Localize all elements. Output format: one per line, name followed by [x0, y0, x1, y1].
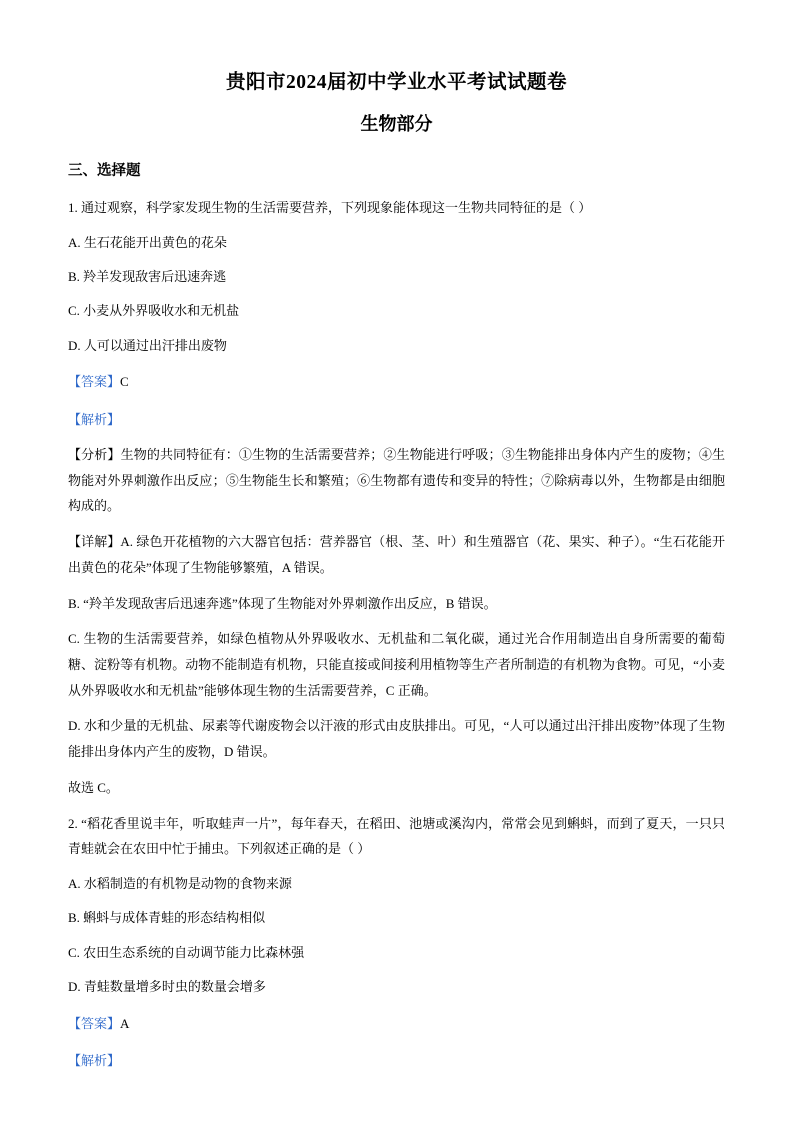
- question-1-stem: 1. 通过观察，科学家发现生物的生活需要营养，下列现象能体现这一生物共同特征的是（ ）: [68, 200, 592, 216]
- question-1-option-a: A. 生石花能开出黄色的花朵: [68, 234, 227, 250]
- answer-value: C: [120, 374, 129, 390]
- answer-value: A: [120, 1015, 130, 1031]
- analysis-label-text: 【解析】: [68, 1052, 121, 1068]
- question-1-analysis-label: [68, 407, 725, 432]
- analysis-label-text: 【解析】: [68, 411, 121, 427]
- question-1-answer: [68, 369, 725, 394]
- question-1-option-c: C. 小麦从外界吸收水和无机盐: [68, 303, 240, 319]
- question-1-detail-paragraph-c: C. 生物的生活需要营养，如绿色植物从外界吸收水、无机盐和二氧化碳，通过光合作用制造出自身所需要的葡萄糖、淀粉等有机物。动物不能制造有机物，只能直接或间接利用植物等生产者所制造的有机物为食物。可见，“小麦从外界吸收水和无机盐”能够体现生物的生活需要营养，C 正确。: [68, 631, 725, 698]
- question-1-detail-paragraph-b: B. “羚羊发现敌害后迅速奔逃”体现了生物能对外界刺激作出反应，B 错误。: [68, 595, 497, 611]
- answer-label: 【答案】: [68, 374, 121, 390]
- question-1-conclusion: 故选 C。: [68, 779, 119, 795]
- section-heading: 三、选择题: [68, 163, 141, 180]
- question-2-option-b: B. 蝌蚪与成体青蛙的形态结构相似: [68, 910, 266, 926]
- question-2-answer: [68, 1011, 725, 1036]
- question-2-option-c: C. 农田生态系统的自动调节能力比森林强: [68, 944, 305, 960]
- question-2-stem: 2. “稻花香里说丰年，听取蛙声一片”，每年春天，在稻田、池塘或溪沟内，常常会见到蝌蚪，而到了夏天，一只只青蛙就会在农田中忙于捕虫。下列叙述正确的是（ ）: [68, 815, 725, 857]
- question-1-analysis-paragraph: 【分析】生物的共同特征有：①生物的生活需要营养；②生物能进行呼吸；③生物能排出身体内产生的废物；④生物能对外界刺激作出反应；⑤生物能生长和繁殖；⑥生物都有遗传和变异的特性；⑦除病毒以外，生物都是由细胞构成的。: [68, 446, 725, 514]
- question-2-analysis-label: [68, 1048, 725, 1073]
- question-2-option-d: D. 青蛙数量增多时虫的数量会增多: [68, 979, 266, 995]
- question-1-option-b: B. 羚羊发现敌害后迅速奔逃: [68, 269, 227, 285]
- question-1-detail-paragraph-a: 【详解】A. 绿色开花植物的六大器官包括：营养器官（根、茎、叶）和生殖器官（花、果实、种子）。“生石花能开出黄色的花朵”体现了生物能够繁殖，A 错误。: [68, 534, 725, 575]
- page-subtitle: 生物部分: [360, 114, 433, 135]
- question-2-option-a: A. 水稻制造的有机物是动物的食物来源: [68, 876, 292, 892]
- page-title: 贵阳市2024届初中学业水平考试试题卷: [225, 72, 567, 93]
- question-1-detail-paragraph-d: D. 水和少量的无机盐、尿素等代谢废物会以汗液的形式由皮肤排出。可见，“人可以通过出汗排出废物”体现了生物能排出身体内产生的废物，D 错误。: [68, 718, 725, 760]
- question-1-option-d: D. 人可以通过出汗排出废物: [68, 337, 227, 353]
- answer-label: 【答案】: [68, 1015, 121, 1031]
